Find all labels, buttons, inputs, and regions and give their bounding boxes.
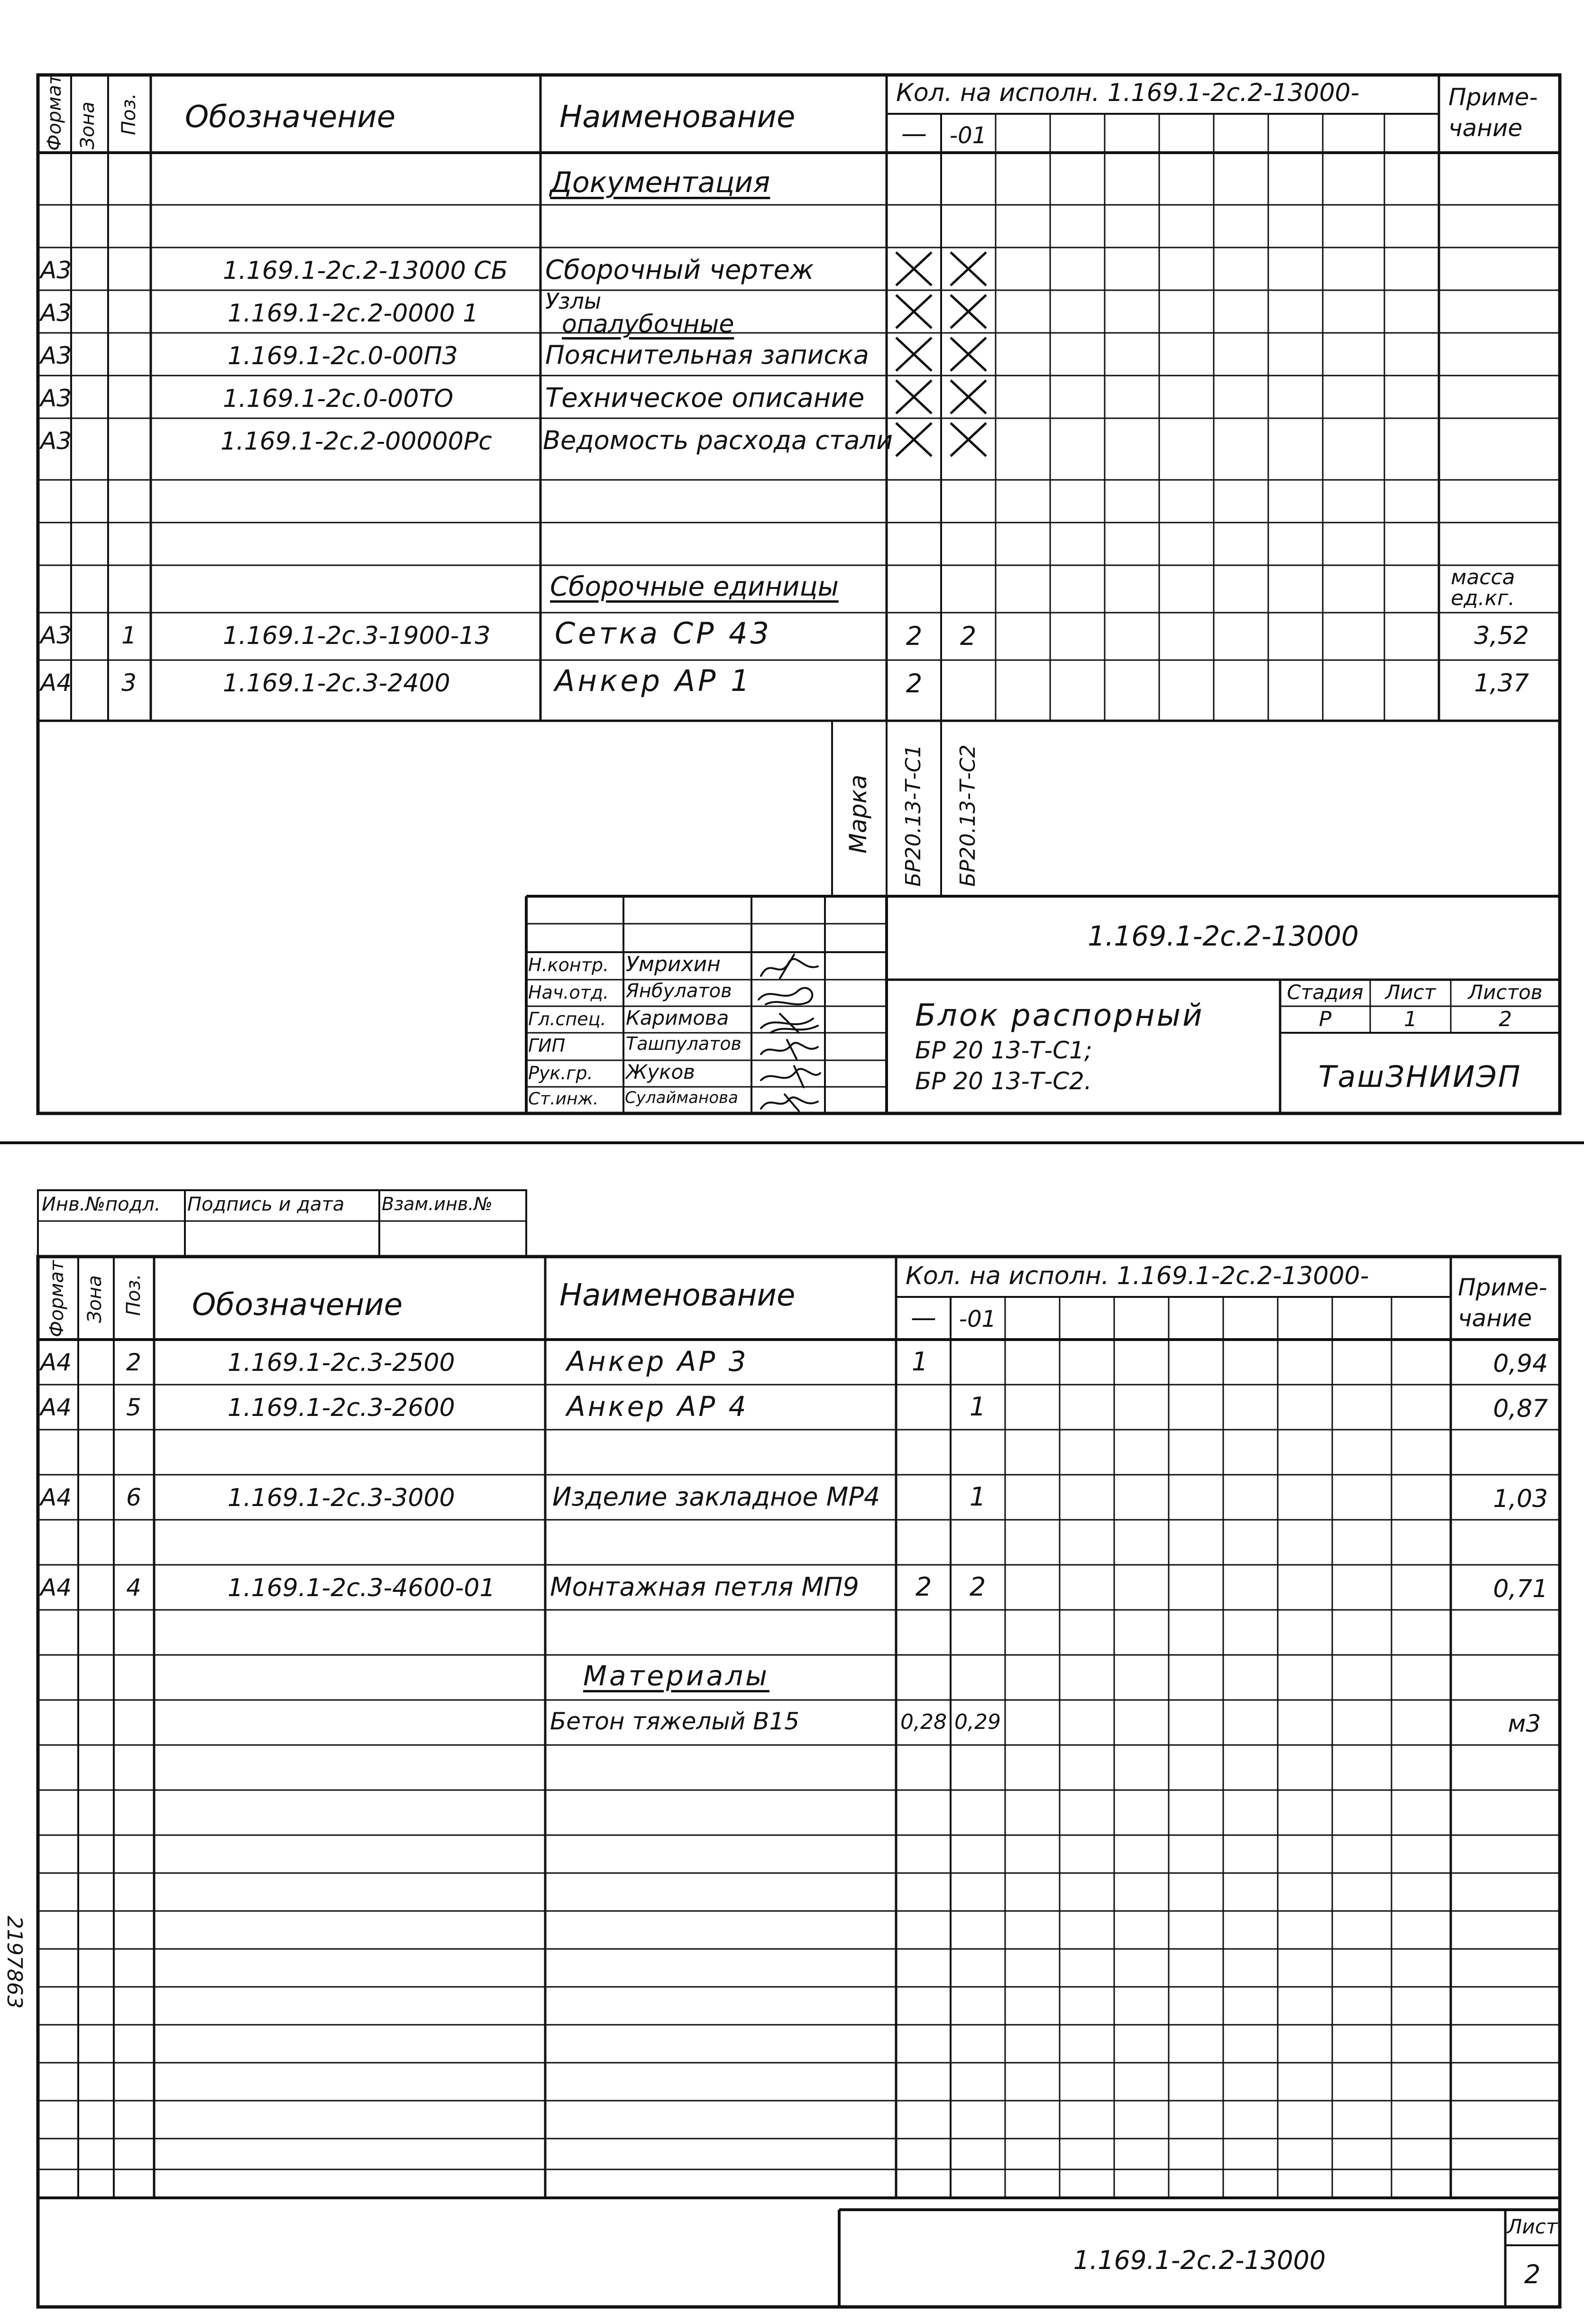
row-designation: 1.169.1-2с.2-00000Рс (220, 427, 492, 456)
row-pos: 1 (121, 622, 137, 649)
mass-label-1: масса (1451, 565, 1515, 589)
mass-label-2: ед.кг. (1451, 586, 1515, 610)
row-qty-1: 2 (906, 621, 923, 651)
row-note: 3,52 (1474, 622, 1529, 650)
row-name: Пояснительная записка (545, 340, 869, 370)
row-designation: 1.169.1-2с.0-00П3 (228, 342, 458, 370)
header-name: Наименование (559, 100, 796, 135)
row-name: Анкер АР 1 (555, 663, 752, 698)
row-pos: 5 (126, 1394, 141, 1421)
row-designation: 1.169.1-2с.3-1900-13 (223, 622, 491, 650)
stage-value: Р (1318, 1007, 1332, 1031)
role-person: Сулайманова (625, 1088, 738, 1107)
row-qty-1: 2 (906, 669, 923, 698)
role-person: Каримова (626, 1006, 729, 1029)
row-pos: 3 (121, 669, 137, 697)
header-qty-01: -01 (949, 122, 987, 149)
row-format: А4 (40, 1349, 72, 1376)
marka-2: БР20.13-Т-С2 (956, 744, 980, 887)
section-assemblies: Сборочные единицы (550, 571, 839, 602)
row-name-line1: Узлы (545, 288, 602, 314)
row-designation: 1.169.1-2с.3-4600-01 (228, 1574, 495, 1602)
header-name: Наименование (559, 1278, 796, 1313)
header-qty-01: -01 (959, 1306, 997, 1332)
header-pos: Поз. (123, 1274, 145, 1316)
row-format: А3 (40, 427, 72, 455)
header-qty: Кол. на исполн. 1.169.1-2с.2-13000- (906, 1262, 1369, 1290)
row-designation: 1.169.1-2с.3-3000 (228, 1484, 455, 1512)
row-designation: 1.169.1-2с.2-0000 1 (228, 299, 479, 328)
header-format: Формат (44, 73, 65, 151)
row-note: 1,03 (1493, 1485, 1548, 1513)
row-format: А3 (40, 342, 72, 369)
header-qty-dash: — (911, 1303, 936, 1332)
role-label: ГИП (528, 1035, 566, 1056)
row-qty-2: 1 (969, 1482, 986, 1512)
row-name-line2: опалубочные (562, 310, 734, 339)
title-line-2: БР 20 13-Т-С1; (915, 1037, 1092, 1064)
role-label: Ст.инж. (528, 1089, 599, 1109)
role-label: Гл.спец. (528, 1009, 606, 1029)
row-name: Ведомость расхода стали (543, 425, 893, 455)
row-name: Монтажная петля МП9 (550, 1572, 859, 1602)
sheets-label: Листов (1468, 981, 1543, 1004)
marka-label: Марка (844, 774, 872, 854)
row-name: Изделие закладное МР4 (552, 1482, 880, 1512)
header-designation: Обозначение (185, 100, 396, 135)
title-line-1: Блок распорный (915, 998, 1204, 1033)
stamp-sign: Подпись и дата (187, 1194, 345, 1215)
row-pos: 4 (126, 1574, 141, 1601)
section-materials: Материалы (583, 1660, 769, 1692)
role-label: Рук.гр. (528, 1063, 593, 1084)
sheets-value: 2 (1499, 1007, 1512, 1031)
signature-scribbles (751, 952, 825, 1113)
material-qty-2: 0,29 (954, 1710, 1001, 1734)
role-person: Янбулатов (626, 980, 732, 1002)
section-documentation: Документация (550, 166, 770, 199)
role-person: Ташпулатов (626, 1033, 742, 1054)
role-person: Умрихин (626, 952, 721, 976)
header-pos: Поз. (118, 93, 140, 135)
row-format: А3 (40, 299, 72, 327)
sheet-value: 1 (1404, 1007, 1417, 1031)
footer-doc-number: 1.169.1-2с.2-13000 (1073, 2245, 1326, 2275)
header-zone: Зона (77, 101, 99, 149)
row-format: А3 (40, 385, 72, 412)
title-doc-number: 1.169.1-2с.2-13000 (1088, 920, 1359, 952)
material-qty-1: 0,28 (900, 1710, 947, 1734)
row-format: А3 (40, 622, 72, 649)
row-name: Анкер АР 4 (567, 1390, 749, 1423)
header-note-1: Приме- (1458, 1274, 1547, 1301)
marka-1: БР20.13-Т-С1 (901, 744, 925, 887)
row-name: Техническое описание (545, 383, 865, 413)
role-person: Жуков (626, 1060, 695, 1084)
row-note: 0,71 (1493, 1575, 1548, 1603)
stamp-repl: Взам.инв.№ (382, 1194, 493, 1214)
header-note-2: чание (1458, 1304, 1532, 1332)
header-qty: Кол. на исполн. 1.169.1-2с.2-13000- (896, 79, 1360, 107)
row-designation: 1.169.1-2с.0-00ТО (223, 385, 454, 413)
row-qty-2: 1 (969, 1392, 986, 1422)
row-name: Анкер АР 3 (567, 1345, 749, 1378)
organization: ТашЗНИИЭП (1318, 1059, 1522, 1094)
header-note-1: Приме- (1448, 83, 1538, 111)
header-format: Формат (46, 1260, 68, 1337)
header-designation: Обозначение (192, 1287, 403, 1323)
header-zone: Зона (84, 1275, 106, 1323)
footer-sheet-label: Лист (1507, 2215, 1558, 2238)
row-name: Сетка СР 43 (555, 616, 772, 651)
row-format: А3 (40, 257, 72, 284)
row-name: Сборочный чертеж (545, 255, 814, 285)
header-qty-dash: — (901, 119, 927, 148)
role-label: Н.контр. (528, 955, 609, 975)
row-note: 0,94 (1493, 1350, 1548, 1378)
row-designation: 1.169.1-2с.2-13000 СБ (223, 257, 508, 285)
header-note-2: чание (1448, 114, 1523, 142)
sheet-label: Лист (1385, 981, 1436, 1004)
row-note: 0,87 (1493, 1395, 1548, 1423)
side-number-2: 63 (2, 1982, 27, 2009)
stamp-inv: Инв.№подл. (42, 1194, 161, 1215)
row-format: А4 (40, 1484, 72, 1511)
footer-sheet-value: 2 (1524, 2260, 1541, 2289)
row-qty-1: 2 (915, 1572, 932, 1602)
title-line-3: БР 20 13-Т-С2. (915, 1067, 1092, 1095)
stage-label: Стадия (1287, 981, 1364, 1004)
side-number-1: 21978 (2, 1916, 27, 1982)
row-format: А4 (40, 669, 72, 697)
row-pos: 2 (126, 1349, 141, 1376)
row-qty-2: 2 (969, 1572, 986, 1602)
row-qty-1: 1 (911, 1347, 928, 1377)
row-note: 1,37 (1474, 669, 1529, 698)
row-pos: 6 (126, 1484, 141, 1511)
material-name: Бетон тяжелый В15 (550, 1708, 800, 1735)
material-unit: м3 (1508, 1710, 1541, 1737)
row-designation: 1.169.1-2с.3-2500 (228, 1349, 455, 1377)
row-designation: 1.169.1-2с.3-2400 (223, 669, 450, 698)
row-format: А4 (40, 1574, 72, 1601)
row-designation: 1.169.1-2с.3-2600 (228, 1394, 455, 1422)
row-format: А4 (40, 1394, 72, 1421)
row-qty-2: 2 (960, 621, 977, 651)
role-label: Нач.отд. (528, 982, 609, 1003)
doc-cross-marks (887, 248, 996, 461)
